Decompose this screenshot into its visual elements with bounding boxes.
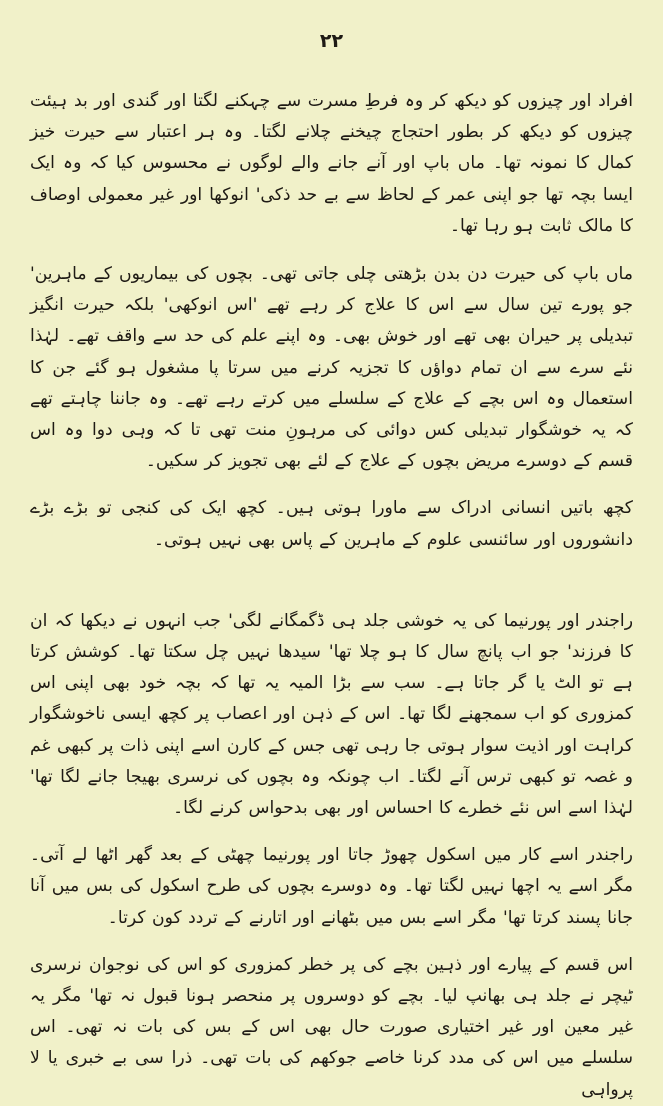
page-number: ۲۲	[319, 30, 344, 52]
paragraph-4: راجندر اور پورنیما کی یہ خوشی جلد ہی ڈگمگانے لگی' جب انہوں نے دیکھا کہ ان کا فرزند' جو اب پانچ سال کا ہو چلا تھا' سیدھا نہیں چل سکتا تھا۔ کوشش کرتا ہے تو الٹ یا گر جاتا ہے۔ سب سے بڑا المیہ یہ تھا کہ بچہ خود بھی اپنی اس کمزوری کو اب سمجھنے لگا تھا۔ اس کے ذہن اور اعصاب پر کچھ ایسی ناخوشگوار کراہت اور اذیت سوار ہوتی جا رہی تھی جس کے کارن اسے اپنی ذات پر کبھی غم و غصہ تو کبھی ترس آنے لگتا۔ اب چونکہ وہ بچوں کی نرسری بھیجا جانے لگا تھا' لہٰذا اسے اس نئے خطرے کا احساس اور بھی بدحواس کرنے لگا۔	[30, 610, 633, 819]
paragraph-1: افراد اور چیزوں کو دیکھ کر وہ فرطِ مسرت سے چہکنے لگتا اور گندی اور بد ہیئت چیزوں کو دیکھ کر بطور احتجاج چیخنے چلانے لگتا۔ وہ ہر اعتبار سے حیرت خیز کمال کا نمونہ تھا۔ ماں باپ اور آنے جانے والے لوگوں نے محسوس کیا کہ وہ ایک ایسا بچہ تھا جو اپنی عمر کے لحاظ سے بے حد ذکی' انوکھا اور غیر معمولی اوصاف کا مالک ثابت ہو رہا تھا۔	[30, 91, 633, 236]
paragraph-5: راجندر اسے کار میں اسکول چھوڑ جاتا اور پورنیما چھٹی کے بعد گھر اٹھا لے آتی۔ مگر اسے یہ اچھا نہیں لگتا تھا۔ وہ دوسرے بچوں کی طرح اسکول کی بس میں آنا جانا پسند کرتا تھا' مگر اسے بس میں بٹھانے اور اتارنے کے تردد کون کرتا۔	[30, 845, 633, 928]
paragraph-3: کچھ باتیں انسانی ادراک سے ماورا ہوتی ہیں۔ کچھ ایک کی کنجی تو بڑے بڑے دانشوروں اور سائنسی علوم کے ماہرین کے پاس بھی نہیں ہوتی۔	[30, 498, 633, 550]
paragraph-2: ماں باپ کی حیرت دن بدن بڑھتی چلی جاتی تھی۔ بچوں کی بیماریوں کے ماہرین' جو پورے تین سال سے اس کا علاج کر رہے تھے 'اس انوکھی' بلکہ حیرت انگیز تبدیلی پر حیران بھی تھے اور خوش بھی۔ وہ اپنے علم کی حد سے واقف تھے۔ لہٰذا نئے سرے سے ان تمام دواؤں کا تجزیہ کرنے میں سرتا پا مشغول ہو گئے جن کا استعمال وہ اس بچے کے علاج کے سلسلے میں کرتے رہے تھے۔ وہ جاننا چاہتے تھے کہ یہ خوشگوار تبدیلی کس دوائی کی مرہونِ منت تھی تا کہ وہی دوا وہ اس قسم کے دوسرے مریض بچوں کے علاج کے لئے بھی تجویز کر سکیں۔	[30, 264, 633, 472]
paragraph-6: اس قسم کے پیارے اور ذہین بچے کی پر خطر کمزوری کو اس کی نوجوان نرسری ٹیچر نے جلد ہی بھانپ لیا۔ بچے کو دوسروں پر منحصر ہونا قبول نہ تھا' مگر یہ غیر معین اور غیر اختیاری صورت حال بھی اس کے بس کی بات نہ تھی۔ اس سلسلے میں اس کی مدد کرنا خاصے جوکھم کی بات تھی۔ ذرا سی بے خبری یا لا پرواہی	[30, 954, 633, 1100]
